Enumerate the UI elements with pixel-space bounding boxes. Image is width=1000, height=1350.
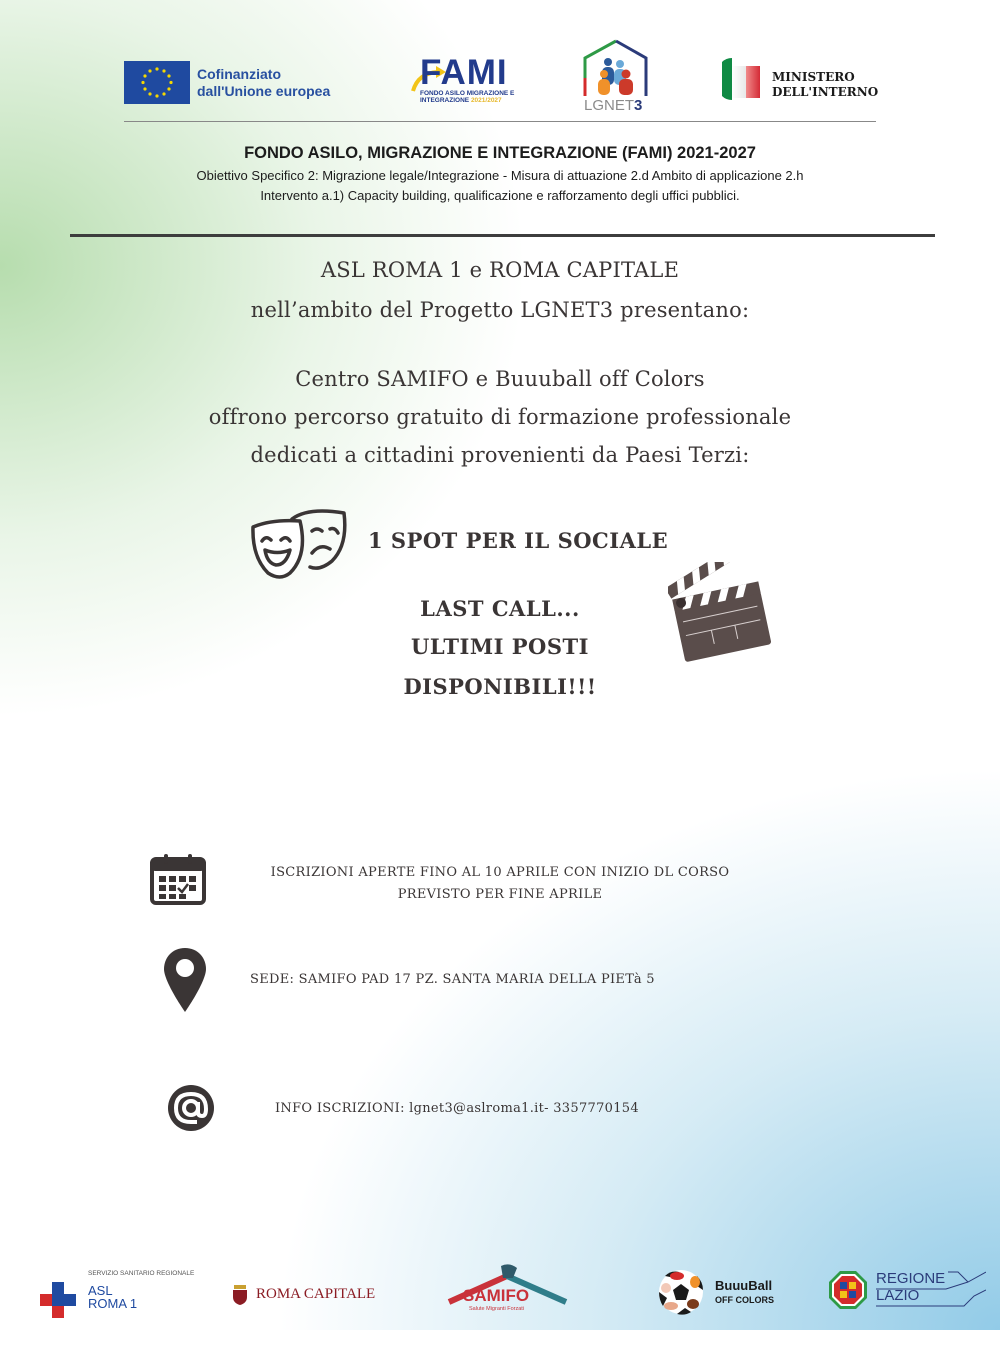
offer-line2: offrono percorso gratuito di formazione professionale (208, 405, 792, 429)
asl-line1: ASL (88, 1283, 113, 1298)
lazio-line2: LAZIO (876, 1287, 920, 1304)
asl-cross-icon (40, 1282, 76, 1318)
section-divider (70, 234, 935, 237)
fami-years: 2021/2027 (470, 97, 502, 104)
samifo-tagline: Salute Migranti Forzati (469, 1306, 525, 1312)
lgnet-number: 3 (634, 97, 643, 114)
location-text: SEDE: SAMIFO PAD 17 PZ. SANTA MARIA DELLA PIETà 5 (250, 972, 655, 987)
ministry-line2: DELL'INTERNO (772, 85, 879, 99)
enrollment-line2: PREVISTO PER FINE APRILE (397, 887, 603, 902)
fund-objective: Obiettivo Specifico 2: Migrazione legale/Integrazione - Misura di attuazione 2.d Ambito di applicazione 2.h (196, 168, 804, 183)
fami-word: FAMI (420, 53, 508, 92)
lgnet3-logo (582, 38, 650, 114)
intro-line2: nell’ambito del Progetto LGNET3 presentano: (250, 298, 750, 322)
samifo-logo (445, 1262, 570, 1320)
lazio-frame-lines (876, 1270, 986, 1308)
lgnet-house-icon (582, 38, 650, 98)
offer-line1: Centro SAMIFO e Buuuball off Colors (295, 367, 705, 391)
asl-roma1-logo (40, 1270, 200, 1320)
contact-text: INFO ISCRIZIONI: lgnet3@aslroma1.it- 3357770154 (275, 1101, 639, 1116)
ministry-line1: MINISTERO (772, 70, 855, 84)
fami-subtitle (420, 90, 520, 104)
italian-flag-icon (720, 56, 762, 102)
buuuball-logo (657, 1268, 787, 1316)
offer-line3: dedicati a cittadini provenienti da Paesi Terzi: (250, 443, 750, 467)
eu-flag-icon (124, 61, 190, 104)
asl-name (88, 1284, 137, 1310)
eu-line1: Cofinanziato (197, 66, 281, 82)
lazio-crest-icon (828, 1270, 868, 1310)
theater-masks-icon (250, 505, 348, 580)
fami-sub-line2: INTEGRAZIONE (420, 97, 470, 104)
lazio-line1: REGIONE (876, 1270, 946, 1287)
asl-line2: ROMA 1 (88, 1296, 138, 1311)
buuuball-line2: OFF COLORS (715, 1295, 774, 1305)
ministry-label (772, 70, 878, 100)
roma-text: ROMA CAPITALE (256, 1286, 376, 1302)
header-divider (124, 121, 876, 122)
course-title: 1 SPOT PER IL SOCIALE (368, 528, 669, 553)
asl-caption: SERVIZIO SANITARIO REGIONALE (88, 1270, 195, 1277)
map-pin-icon (162, 946, 208, 1014)
eu-cofinanced-label (197, 66, 330, 100)
eu-line2: dall'Unione europea (197, 83, 331, 99)
roma-shield-icon (232, 1285, 248, 1305)
callout-line3: DISPONIBILI!!! (403, 674, 597, 699)
callout-line1: LAST CALL... (420, 596, 580, 621)
roma-capitale-logo (232, 1284, 382, 1306)
regione-lazio-logo (828, 1268, 988, 1314)
intro-line1: ASL ROMA 1 e ROMA CAPITALE (320, 258, 680, 282)
fund-intervention: Intervento a.1) Capacity building, qualificazione e rafforzamento degli uffici pubblici. (260, 188, 740, 203)
fund-title: FONDO ASILO, MIGRAZIONE E INTEGRAZIONE (FAMI) 2021-2027 (244, 144, 756, 162)
at-sign-icon (166, 1085, 216, 1131)
fami-logo (410, 53, 515, 107)
soccer-ball-hands-icon (657, 1268, 705, 1316)
lgnet-text: LGNET (584, 97, 635, 114)
buuuball-line1: BuuuBall (715, 1278, 773, 1293)
enrollment-line1: ISCRIZIONI APERTE FINO AL 10 APRILE CON INIZIO DL CORSO (270, 865, 730, 880)
lgnet-label (584, 97, 642, 114)
samifo-text: SAMIFO (463, 1286, 530, 1305)
fami-sub-line1: FONDO ASILO MIGRAZIONE E (420, 90, 515, 97)
callout-line2: ULTIMI POSTI (411, 634, 589, 659)
